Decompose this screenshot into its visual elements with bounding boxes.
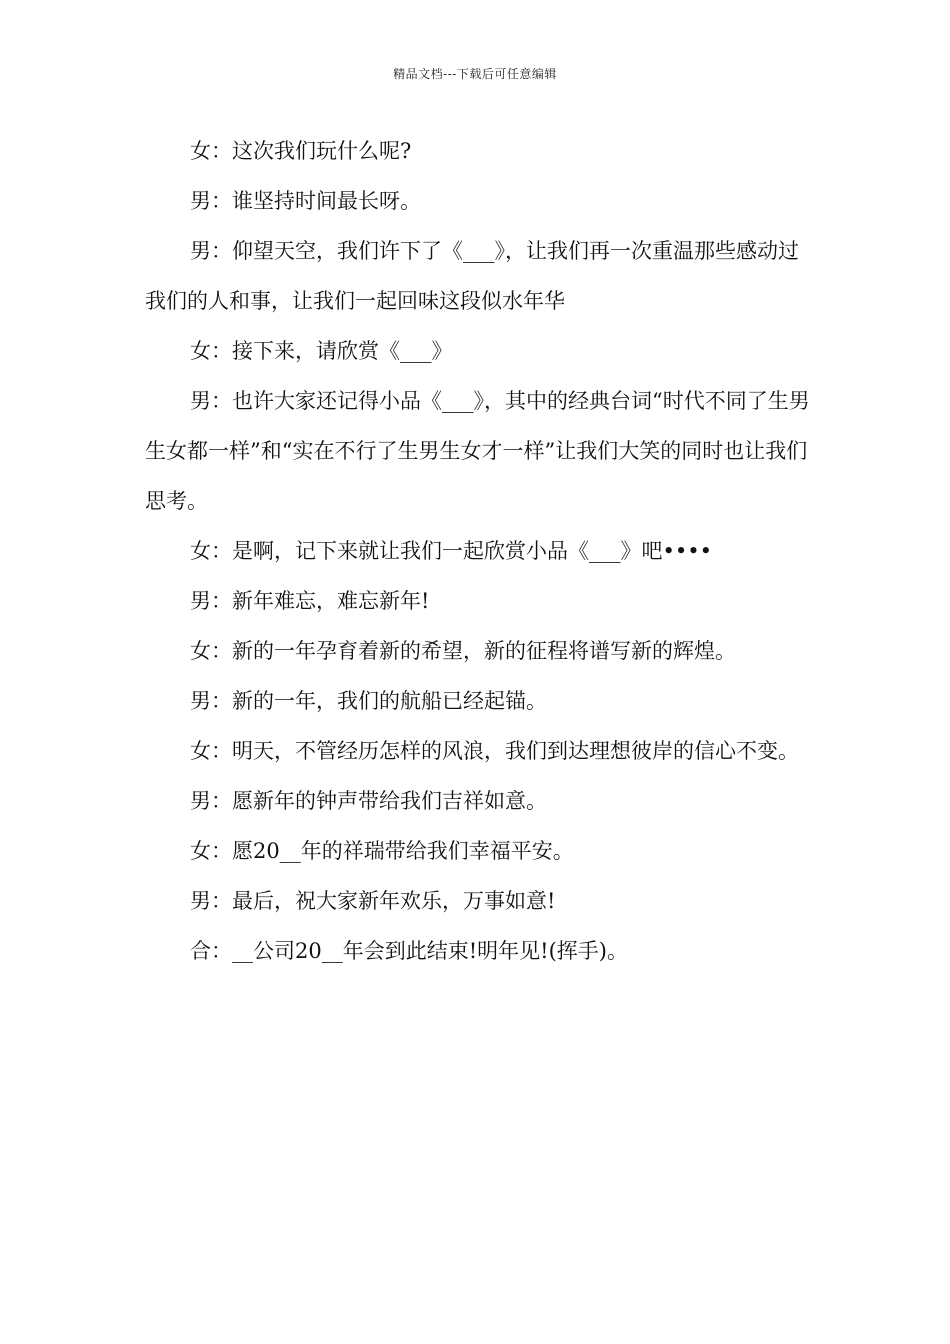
dialogue-line: 女：新的一年孕育着新的希望，新的征程将谱写新的辉煌。 <box>190 639 736 663</box>
dialogue-line: 女：这次我们玩什么呢? <box>190 139 412 163</box>
document-body <box>145 126 810 976</box>
page-header: 精品文档---下载后可任意编辑 <box>393 67 557 81</box>
dialogue-line: 男：最后，祝大家新年欢乐，万事如意! <box>190 889 556 913</box>
dialogue-line: 女：接下来，请欣赏《___》 <box>190 339 453 363</box>
dialogue-line: 女：愿20__年的祥瑞带给我们幸福平安。 <box>190 839 574 863</box>
dialogue-line: 男：新年难忘，难忘新年! <box>190 589 430 613</box>
dialogue-line: 男：也许大家还记得小品《___》，其中的经典台词“时代不同了生男生女都一样”和“实在不行了生男生女才一样”让我们大笑的同时也让我们思考。 <box>145 389 810 513</box>
dialogue-line: 合：__公司20__年会到此结束!明年见!(挥手)。 <box>190 939 628 963</box>
dialogue-line: 男：谁坚持时间最长呀。 <box>190 189 421 213</box>
dialogue-line: 男：仰望天空，我们许下了《___》，让我们再一次重温那些感动过我们的人和事，让我们一起回味这段似水年华 <box>145 239 799 313</box>
dialogue-line: 女：是啊，记下来就让我们一起欣赏小品《___》吧•••• <box>190 539 713 563</box>
dialogue-line: 女：明天，不管经历怎样的风浪，我们到达理想彼岸的信心不变。 <box>190 739 799 763</box>
dialogue-line: 男：愿新年的钟声带给我们吉祥如意。 <box>190 789 547 813</box>
dialogue-line: 男：新的一年，我们的航船已经起锚。 <box>190 689 547 713</box>
